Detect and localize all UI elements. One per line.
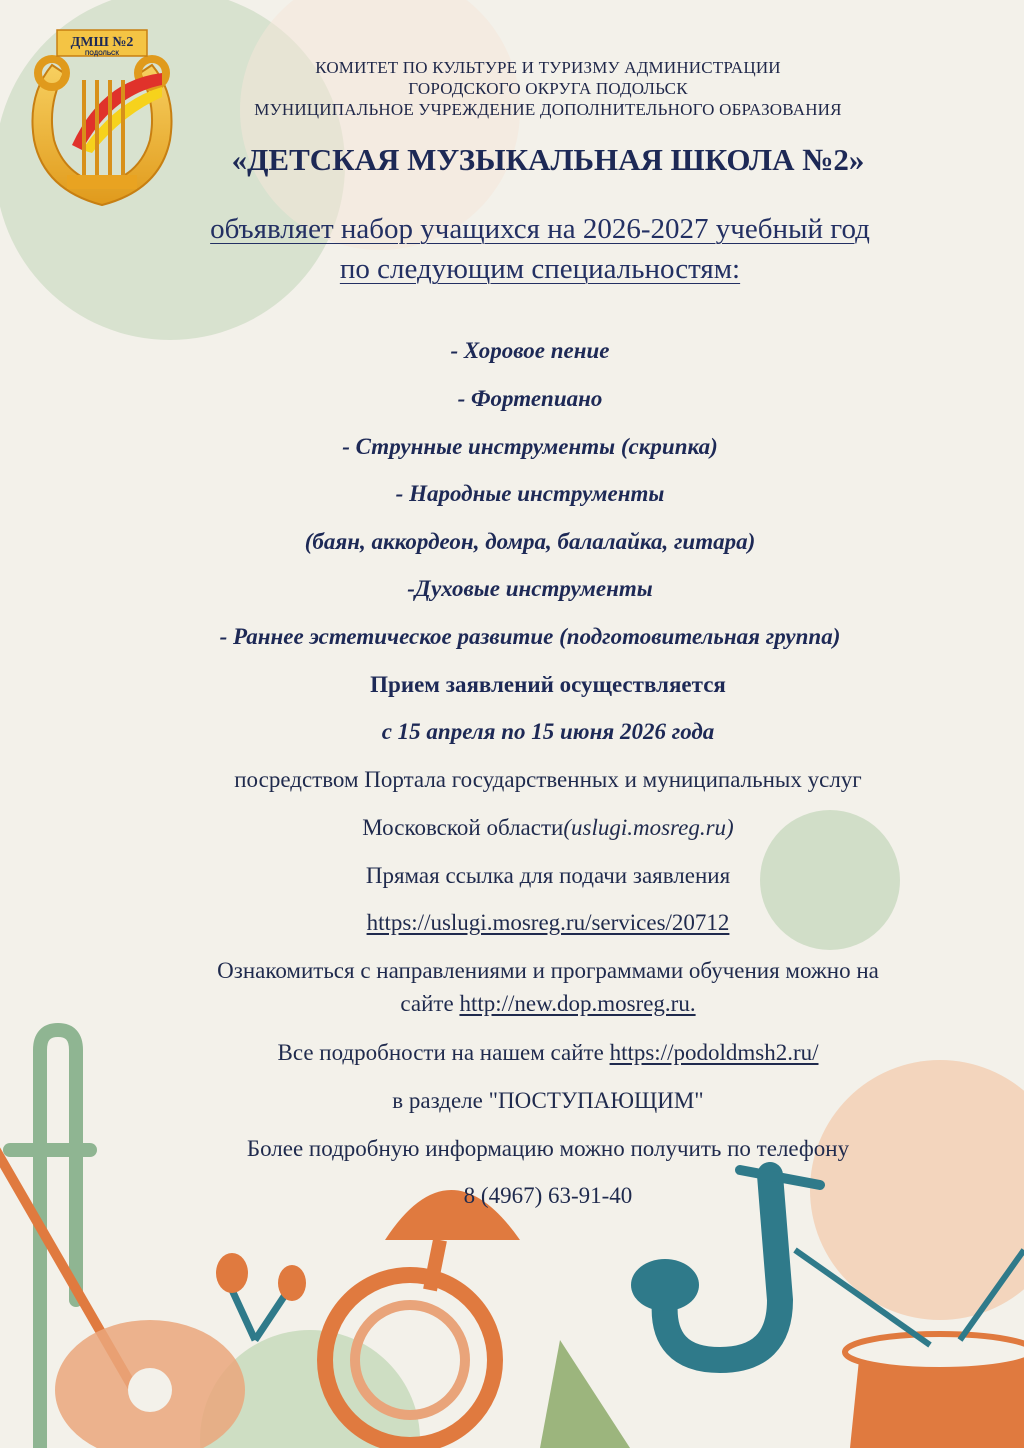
header-line-1: КОМИТЕТ ПО КУЛЬТУРЕ И ТУРИЗМУ АДМИНИСТРАЦИИ bbox=[315, 58, 781, 77]
details-line bbox=[36, 1040, 1024, 1066]
direct-link-label: Прямая ссылка для подачи заявления bbox=[365, 863, 731, 888]
announcement-line-1: объявляет набор учащихся на 2026-2027 учебный год bbox=[210, 213, 870, 245]
specialty-item: (баян, аккордеон, домра, балалайка, гитара) bbox=[304, 529, 756, 554]
specialty-item: -Духовые инструменты bbox=[407, 576, 653, 601]
specialty-item: - Фортепиано bbox=[457, 386, 603, 411]
admission-dates: с 15 апреля по 15 июня 2026 года bbox=[381, 719, 715, 744]
programs-link[interactable]: http://new.dop.mosreg.ru. bbox=[459, 991, 696, 1016]
portal-text: (uslugi.mosreg.ru) bbox=[563, 815, 734, 840]
admission-via-line-1: посредством Портала государственных и муниципальных услуг bbox=[234, 767, 862, 792]
contact-phone: 8 (4967) 63-91-40 bbox=[463, 1183, 633, 1208]
direct-link[interactable]: https://uslugi.mosreg.ru/services/20712 bbox=[366, 910, 730, 935]
contact-line: Более подробную информацию можно получить по телефону bbox=[246, 1136, 850, 1161]
specialty-item: - Хоровое пение bbox=[450, 338, 610, 363]
specialty-item: - Струнные инструменты (скрипка) bbox=[342, 434, 718, 459]
announcement-line-2: по следующим специальностям: bbox=[339, 253, 741, 285]
programs-line-1: Ознакомиться с направлениями и программами обучения можно на bbox=[217, 958, 879, 983]
region-text: Московской области bbox=[362, 815, 564, 840]
school-site-link[interactable]: https://podoldmsh2.ru/ bbox=[609, 1040, 819, 1065]
maracas-icon bbox=[216, 1253, 306, 1340]
school-title: «ДЕТСКАЯ МУЗЫКАЛЬНАЯ ШКОЛА №2» bbox=[231, 142, 865, 177]
direct-link-row bbox=[36, 910, 1024, 936]
details-prefix: Все подробности на нашем сайте bbox=[277, 1040, 610, 1065]
header-line-3: МУНИЦИПАЛЬНОЕ УЧРЕЖДЕНИЕ ДОПОЛНИТЕЛЬНОГО ОБРАЗОВАНИЯ bbox=[254, 100, 842, 119]
logo-city: ПОДОЛЬСК bbox=[84, 51, 120, 57]
logo-label: ДМШ №2 bbox=[70, 35, 134, 50]
details-section: в разделе "ПОСТУПАЮЩИМ" bbox=[392, 1088, 704, 1113]
programs-prefix: сайте bbox=[400, 991, 460, 1016]
admission-heading: Прием заявлений осуществляется bbox=[370, 672, 726, 697]
programs-line-2 bbox=[36, 991, 1024, 1017]
specialty-item: - Раннее эстетическое развитие (подготовительная группа) bbox=[219, 624, 841, 649]
specialty-item: - Народные инструменты bbox=[395, 481, 665, 506]
admission-via-line-2 bbox=[36, 815, 1024, 841]
header-line-2: ГОРОДСКОГО ОКРУГА ПОДОЛЬСК bbox=[408, 79, 688, 98]
